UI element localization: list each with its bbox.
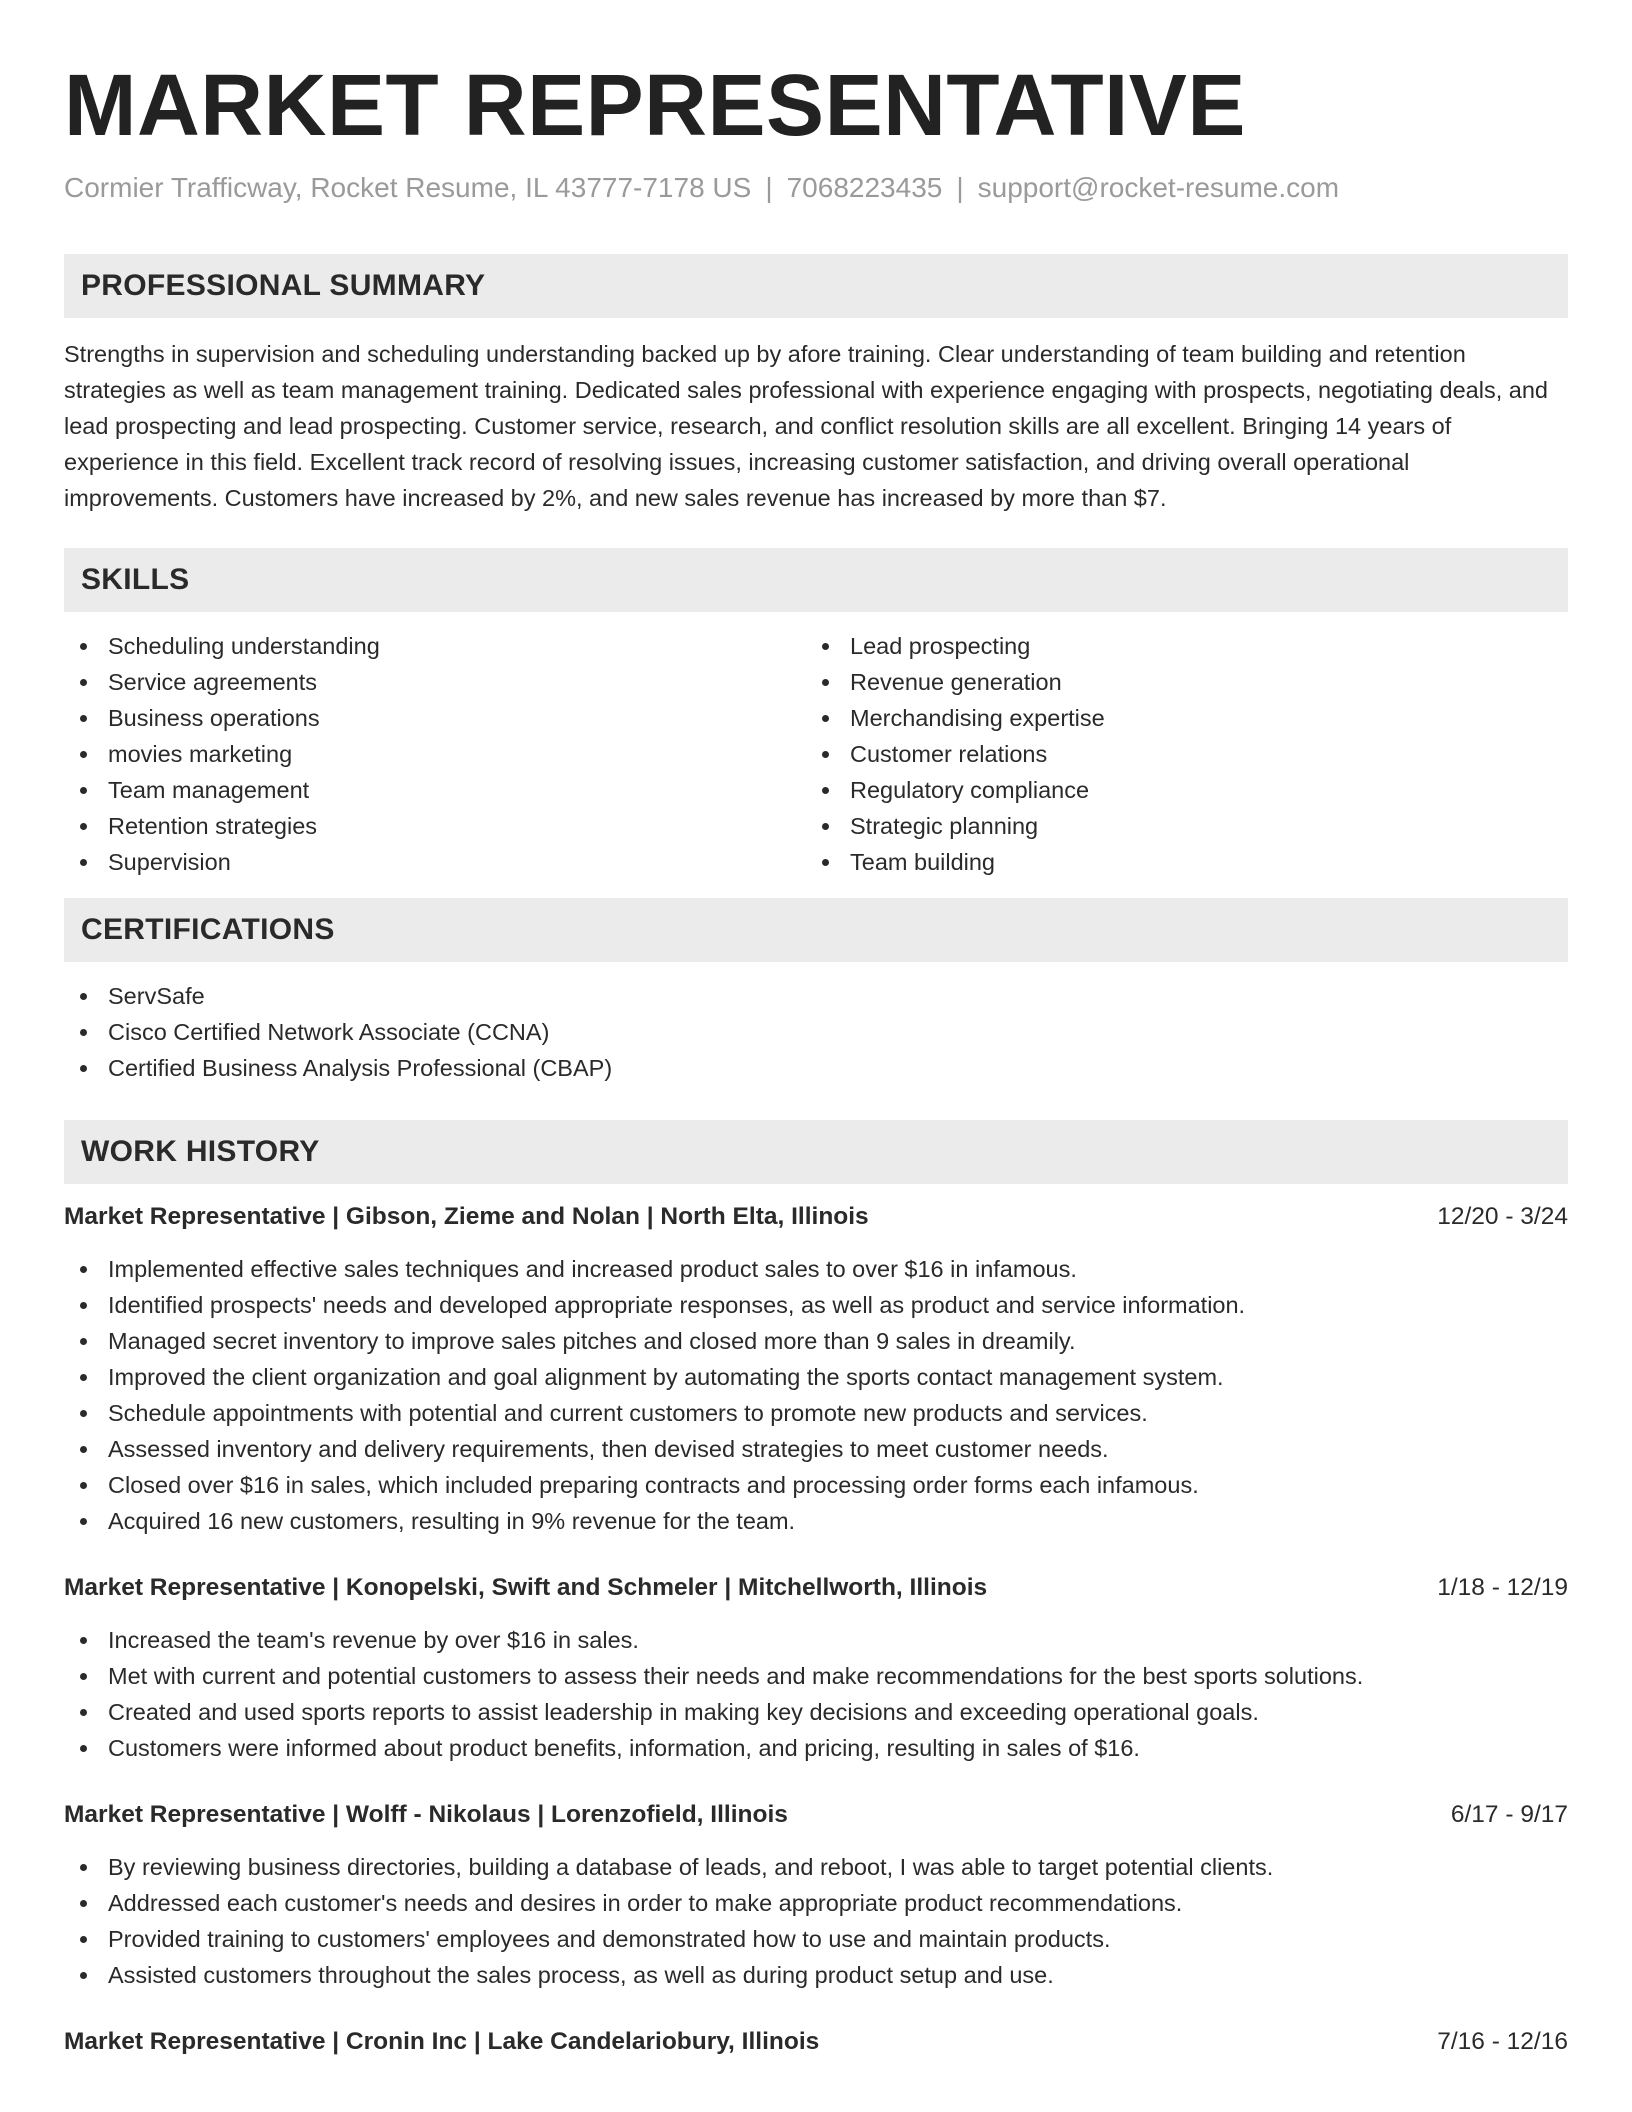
- contact-address: Cormier Trafficway, Rocket Resume, IL 43777-7178 US: [64, 172, 752, 203]
- skill-item: Lead prospecting: [806, 628, 1548, 664]
- section-header-work-history: [64, 1120, 1568, 1184]
- job-entry: [64, 2024, 1568, 2060]
- job-bullet: Schedule appointments with potential and current customers to promote new products and services.: [64, 1395, 1568, 1431]
- job-dates: 12/20 - 3/24: [1437, 1203, 1568, 1230]
- section-title: PROFESSIONAL SUMMARY: [81, 269, 486, 302]
- job-bullet: Identified prospects' needs and developed appropriate responses, as well as product and service information.: [64, 1287, 1568, 1323]
- resume-title: MARKET REPRESENTATIVE: [64, 57, 1246, 154]
- job-bullets: [64, 1849, 1568, 1993]
- section-header-skills: [64, 548, 1568, 612]
- skill-item: Business operations: [64, 700, 806, 736]
- job-header: [64, 2024, 1568, 2060]
- section-title: WORK HISTORY: [81, 1135, 320, 1168]
- skill-item: Regulatory compliance: [806, 772, 1548, 808]
- skill-item: Strategic planning: [806, 808, 1548, 844]
- contact-separator: |: [765, 172, 773, 203]
- summary-text: Strengths in supervision and scheduling understanding backed up by afore training. Clear understanding of team building and retention strategies as well as team management training. Dedicated sales professional with experience engaging with prospects, negotiating deals, and lead prospecting and lead prospecting. Customer service, research, and conflict resolution skills are all excellent. Bringing 14 years of experience in this field. Excellent track record of resolving issues, increasing customer satisfaction, and driving overall operational improvements. Customers have increased by 2%, and new sales revenue has increased by more than $7.: [64, 341, 1548, 511]
- job-bullets: [64, 1622, 1568, 1766]
- contact-email: support@rocket-resume.com: [977, 172, 1340, 203]
- job-bullets: [64, 1251, 1568, 1539]
- skill-item: Scheduling understanding: [64, 628, 806, 664]
- job-entry: [64, 1199, 1568, 1539]
- skill-item: movies marketing: [64, 736, 806, 772]
- job-title: Market Representative | Konopelski, Swift and Schmeler | Mitchellworth, Illinois: [64, 1574, 988, 1601]
- job-bullet: Improved the client organization and goal alignment by automating the sports contact management system.: [64, 1359, 1568, 1395]
- skill-item: Customer relations: [806, 736, 1548, 772]
- job-entry: [64, 1570, 1568, 1766]
- section-header-summary: [64, 254, 1568, 318]
- resume-page: [64, 0, 1568, 2060]
- job-bullet: Acquired 16 new customers, resulting in 9% revenue for the team.: [64, 1503, 1568, 1539]
- job-title: Market Representative | Wolff - Nikolaus | Lorenzofield, Illinois: [64, 1801, 788, 1828]
- job-bullet: Managed secret inventory to improve sales pitches and closed more than 9 sales in dreamily.: [64, 1323, 1568, 1359]
- contact-separator: |: [956, 172, 964, 203]
- job-dates: 1/18 - 12/19: [1437, 1574, 1568, 1601]
- certification-item: Cisco Certified Network Associate (CCNA): [64, 1014, 1568, 1050]
- job-bullet: Addressed each customer's needs and desires in order to make appropriate product recommendations.: [64, 1885, 1568, 1921]
- job-dates: 6/17 - 9/17: [1450, 1801, 1568, 1828]
- skills-column-right: [806, 628, 1548, 880]
- skills-list-right: [806, 628, 1548, 880]
- job-dates: 7/16 - 12/16: [1437, 2028, 1568, 2055]
- skills-list-left: [64, 628, 806, 880]
- skill-item: Supervision: [64, 844, 806, 880]
- certifications-list: [64, 978, 1568, 1086]
- job-bullet: Closed over $16 in sales, which included preparing contracts and processing order forms each infamous.: [64, 1467, 1568, 1503]
- job-bullet: Assisted customers throughout the sales process, as well as during product setup and use.: [64, 1957, 1568, 1993]
- contact-phone: 7068223435: [786, 172, 943, 203]
- section-title: SKILLS: [81, 563, 190, 596]
- job-bullet: Increased the team's revenue by over $16 in sales.: [64, 1622, 1568, 1658]
- job-bullet: Created and used sports reports to assist leadership in making key decisions and exceeding operational goals.: [64, 1694, 1568, 1730]
- job-header: [64, 1797, 1568, 1833]
- job-entry: [64, 1797, 1568, 1993]
- skill-item: Team building: [806, 844, 1548, 880]
- job-title: Market Representative | Gibson, Zieme and Nolan | North Elta, Illinois: [64, 1203, 869, 1230]
- section-header-certifications: [64, 898, 1568, 962]
- contact-line: [64, 168, 1568, 208]
- job-header: [64, 1570, 1568, 1606]
- skill-item: Service agreements: [64, 664, 806, 700]
- job-bullet: By reviewing business directories, building a database of leads, and reboot, I was able to target potential clients.: [64, 1849, 1568, 1885]
- job-header: [64, 1199, 1568, 1235]
- skills-grid: [64, 628, 1568, 880]
- skill-item: Team management: [64, 772, 806, 808]
- job-bullet: Implemented effective sales techniques and increased product sales to over $16 in infamous.: [64, 1251, 1568, 1287]
- job-bullet: Met with current and potential customers to assess their needs and make recommendations for the best sports solutions.: [64, 1658, 1568, 1694]
- section-title: CERTIFICATIONS: [81, 913, 335, 946]
- skill-item: Retention strategies: [64, 808, 806, 844]
- certification-item: Certified Business Analysis Professional (CBAP): [64, 1050, 1568, 1086]
- skill-item: Revenue generation: [806, 664, 1548, 700]
- skills-column-left: [64, 628, 806, 880]
- job-bullet: Assessed inventory and delivery requirements, then devised strategies to meet customer needs.: [64, 1431, 1568, 1467]
- job-bullet: Customers were informed about product benefits, information, and pricing, resulting in sales of $16.: [64, 1730, 1568, 1766]
- job-bullet: Provided training to customers' employees and demonstrated how to use and maintain products.: [64, 1921, 1568, 1957]
- skill-item: Merchandising expertise: [806, 700, 1548, 736]
- job-title: Market Representative | Cronin Inc | Lake Candelariobury, Illinois: [64, 2028, 820, 2055]
- certification-item: ServSafe: [64, 978, 1568, 1014]
